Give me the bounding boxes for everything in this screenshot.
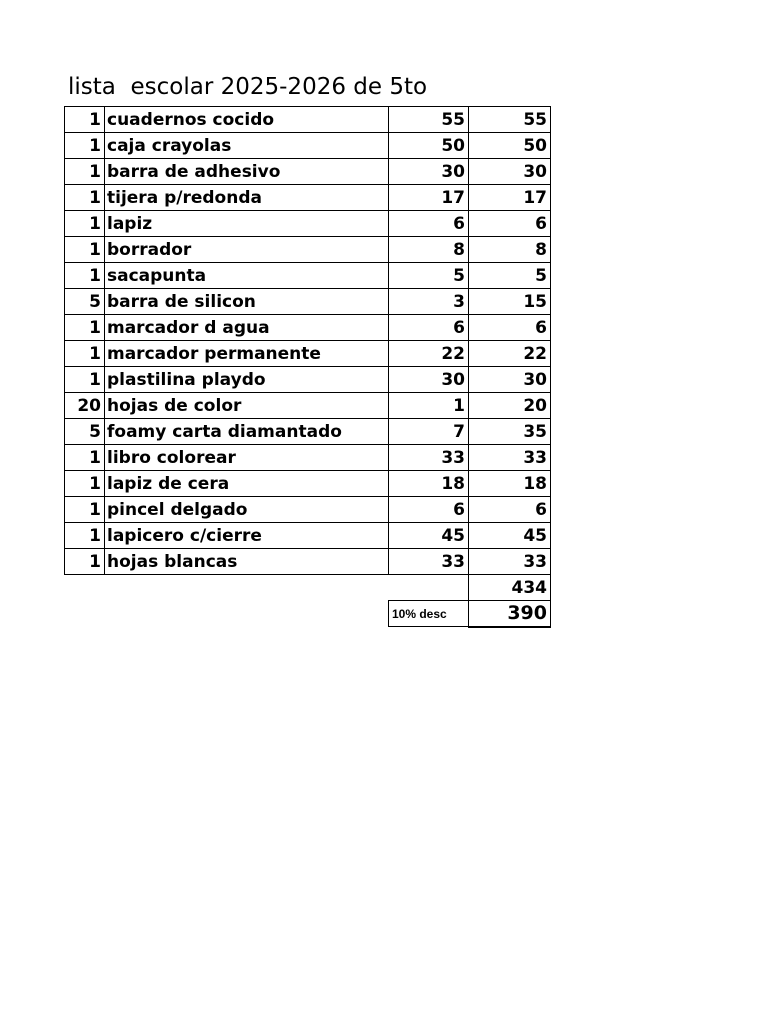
- item-total[interactable]: 15: [469, 289, 551, 315]
- table-row: [65, 341, 551, 367]
- item-unit-price[interactable]: 50: [389, 133, 469, 159]
- table-row: [65, 211, 551, 237]
- item-name[interactable]: cuadernos cocido: [105, 107, 389, 133]
- table-row: [65, 289, 551, 315]
- item-unit-price[interactable]: 30: [389, 159, 469, 185]
- item-total[interactable]: 30: [469, 159, 551, 185]
- item-total[interactable]: 6: [469, 315, 551, 341]
- item-total[interactable]: 17: [469, 185, 551, 211]
- item-name[interactable]: barra de silicon: [105, 289, 389, 315]
- item-total[interactable]: 45: [469, 523, 551, 549]
- totals-section: [65, 575, 551, 627]
- item-quantity[interactable]: 1: [65, 133, 105, 159]
- discount-label[interactable]: 10% desc: [389, 601, 469, 627]
- item-unit-price[interactable]: 30: [389, 367, 469, 393]
- item-total[interactable]: 22: [469, 341, 551, 367]
- item-unit-price[interactable]: 5: [389, 263, 469, 289]
- table-row: [65, 549, 551, 575]
- item-unit-price[interactable]: 7: [389, 419, 469, 445]
- item-unit-price[interactable]: 1: [389, 393, 469, 419]
- table-row: [65, 159, 551, 185]
- item-total[interactable]: 8: [469, 237, 551, 263]
- item-quantity[interactable]: 5: [65, 289, 105, 315]
- item-unit-price[interactable]: 8: [389, 237, 469, 263]
- subtotal-spacer: [65, 575, 469, 601]
- item-quantity[interactable]: 1: [65, 341, 105, 367]
- item-total[interactable]: 50: [469, 133, 551, 159]
- item-quantity[interactable]: 1: [65, 497, 105, 523]
- item-name[interactable]: sacapunta: [105, 263, 389, 289]
- item-name[interactable]: hojas de color: [105, 393, 389, 419]
- table-row: [65, 445, 551, 471]
- item-total[interactable]: 33: [469, 549, 551, 575]
- item-quantity[interactable]: 1: [65, 237, 105, 263]
- item-unit-price[interactable]: 6: [389, 497, 469, 523]
- item-total[interactable]: 5: [469, 263, 551, 289]
- item-name[interactable]: marcador permanente: [105, 341, 389, 367]
- sheet-title: lista escolar 2025-2026 de 5to: [68, 74, 428, 100]
- school-list-table: [64, 106, 551, 628]
- subtotal-value[interactable]: 434: [469, 575, 551, 601]
- item-name[interactable]: pincel delgado: [105, 497, 389, 523]
- item-unit-price[interactable]: 33: [389, 445, 469, 471]
- table-row: [65, 133, 551, 159]
- item-unit-price[interactable]: 33: [389, 549, 469, 575]
- table-row: [65, 523, 551, 549]
- item-quantity[interactable]: 1: [65, 185, 105, 211]
- item-unit-price[interactable]: 45: [389, 523, 469, 549]
- subtotal-row: [65, 575, 551, 601]
- item-name[interactable]: caja crayolas: [105, 133, 389, 159]
- item-name[interactable]: libro colorear: [105, 445, 389, 471]
- item-quantity[interactable]: 5: [65, 419, 105, 445]
- item-unit-price[interactable]: 22: [389, 341, 469, 367]
- item-unit-price[interactable]: 18: [389, 471, 469, 497]
- item-quantity[interactable]: 1: [65, 549, 105, 575]
- item-quantity[interactable]: 1: [65, 159, 105, 185]
- item-quantity[interactable]: 1: [65, 263, 105, 289]
- item-total[interactable]: 35: [469, 419, 551, 445]
- item-unit-price[interactable]: 6: [389, 211, 469, 237]
- item-unit-price[interactable]: 55: [389, 107, 469, 133]
- table-row: [65, 471, 551, 497]
- item-quantity[interactable]: 1: [65, 211, 105, 237]
- table-row: [65, 393, 551, 419]
- item-quantity[interactable]: 20: [65, 393, 105, 419]
- item-rows: [65, 107, 551, 575]
- item-quantity[interactable]: 1: [65, 107, 105, 133]
- table-row: [65, 497, 551, 523]
- item-total[interactable]: 20: [469, 393, 551, 419]
- item-quantity[interactable]: 1: [65, 523, 105, 549]
- item-unit-price[interactable]: 3: [389, 289, 469, 315]
- discount-row: [65, 601, 551, 627]
- table-row: [65, 107, 551, 133]
- table-row: [65, 185, 551, 211]
- item-name[interactable]: foamy carta diamantado: [105, 419, 389, 445]
- item-name[interactable]: tijera p/redonda: [105, 185, 389, 211]
- item-unit-price[interactable]: 17: [389, 185, 469, 211]
- item-name[interactable]: hojas blancas: [105, 549, 389, 575]
- discount-total-value[interactable]: 390: [469, 601, 551, 627]
- item-quantity[interactable]: 1: [65, 367, 105, 393]
- item-total[interactable]: 30: [469, 367, 551, 393]
- discount-spacer: [65, 601, 389, 627]
- item-quantity[interactable]: 1: [65, 315, 105, 341]
- table-row: [65, 263, 551, 289]
- table-row: [65, 237, 551, 263]
- item-total[interactable]: 55: [469, 107, 551, 133]
- item-name[interactable]: lapiz de cera: [105, 471, 389, 497]
- item-name[interactable]: lapicero c/cierre: [105, 523, 389, 549]
- item-quantity[interactable]: 1: [65, 471, 105, 497]
- item-unit-price[interactable]: 6: [389, 315, 469, 341]
- item-name[interactable]: borrador: [105, 237, 389, 263]
- table-row: [65, 367, 551, 393]
- item-name[interactable]: barra de adhesivo: [105, 159, 389, 185]
- item-total[interactable]: 33: [469, 445, 551, 471]
- item-total[interactable]: 18: [469, 471, 551, 497]
- item-name[interactable]: marcador d agua: [105, 315, 389, 341]
- table-row: [65, 419, 551, 445]
- table-row: [65, 315, 551, 341]
- item-total[interactable]: 6: [469, 211, 551, 237]
- item-name[interactable]: plastilina playdo: [105, 367, 389, 393]
- item-quantity[interactable]: 1: [65, 445, 105, 471]
- item-name[interactable]: lapiz: [105, 211, 389, 237]
- item-total[interactable]: 6: [469, 497, 551, 523]
